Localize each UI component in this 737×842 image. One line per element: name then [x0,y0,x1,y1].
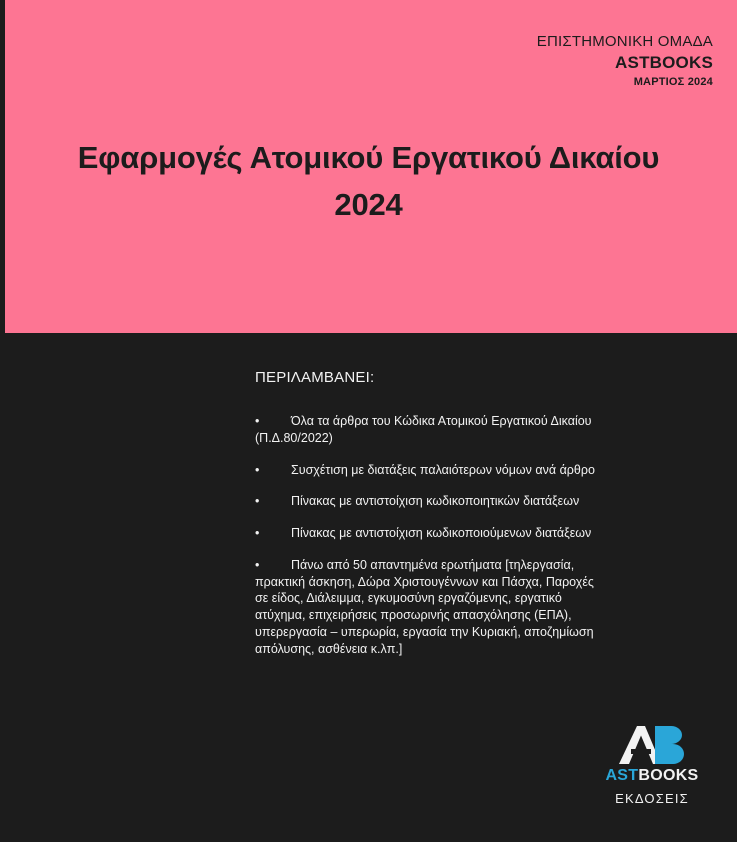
publisher-name: ASTBOOKS [615,52,713,72]
logo-word-books: BOOKS [638,767,699,784]
list-item [255,525,600,542]
includes-label: ΠΕΡΙΛΑΜΒΑΝΕΙ: [255,369,375,386]
logo-subtitle: ΕΚΔΟΣΕΙΣ [615,791,689,806]
publisher-logo [587,724,717,806]
bullet-icon: • [255,462,260,477]
publisher-block [537,32,713,90]
list-item-label: Συσχέτιση με διατάξεις παλαιότερων νόμων ανά άρθρο [291,462,595,477]
publisher-date: ΜΑΡΤΙΟΣ 2024 [633,76,713,89]
list-item-label: Πίνακας με αντιστοίχιση κωδικοποιούμενων διατάξεων [291,526,592,540]
includes-list [255,413,600,672]
list-item [255,557,600,658]
list-item-label: Όλα τα άρθρα του Κώδικα Ατομικού Εργατικού Δικαίου (Π.Δ.80/2022) [255,414,592,445]
list-item [255,413,600,447]
hero-band [0,0,737,333]
logo-wordmark [587,768,717,784]
logo-word-ast: AST [605,767,639,784]
page-title: Εφαρμογές Ατομικού Εργατικού Δικαίου 2024 [77,140,660,223]
ab-monogram-icon [587,724,717,766]
bullet-icon: • [255,557,260,572]
list-item-label: Πάνω από 50 απαντημένα ερωτήματα [τηλεργασία, πρακτική άσκηση, Δώρα Χριστουγέννων και Πάσχα, Παροχές σε είδος, Διάλειμμα, εγκυμοσύνη εργαζόμενης, εργατικό ατύχημα, επιχειρήσεις προσωρινής απασχόλησης (ΕΠΑ), υπερεργασία – υπερωρία, εργασία την Κυριακή, αποζημίωση απόλυσης, ασθένεια κ.λπ.] [255,557,594,656]
bullet-icon: • [255,414,260,428]
bullet-icon: • [255,494,260,509]
list-item-label: Πίνακας με αντιστοίχιση κωδικοποιητικών διατάξεων [291,494,580,509]
list-item [255,493,600,510]
list-item [255,462,600,479]
publisher-team-label: ΕΠΙΣΤΗΜΟΝΙΚΗ ΟΜΑΔΑ [536,33,713,50]
content-area [0,333,737,842]
bullet-icon: • [255,526,260,540]
